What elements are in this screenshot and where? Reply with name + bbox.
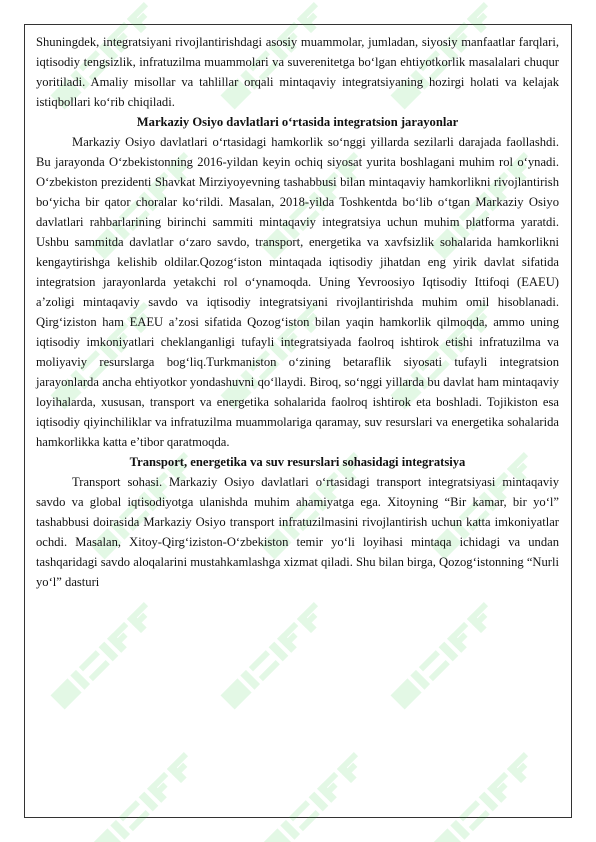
watermark-stroke (450, 820, 470, 840)
intro-paragraph: Shuningdek, integratsiyani rivojlantirishdagi asosiy muammolar, jumladan, siyosiy manfaatlar farqlari, iqtisodiy tengsizlik, infratuzilma muammolari va suverenitetga bo‘lgan ehtiyotkorlik masalalari chuqur yoritiladi. Amaliy misollar va tahlillar orqali mintaqaviy integratsiyaning hozirgi holati va kelajak istiqbollari ko‘rib chiqiladi. (36, 35, 559, 109)
section-heading-integration: Markaziy Osiyo davlatlari o‘rtasida integratsion jarayonlar (136, 115, 459, 129)
watermark-stroke (261, 828, 292, 842)
section-heading-transport: Transport, energetika va suv resurslari sohasidagi integratsiya (129, 455, 466, 469)
watermark-stroke (91, 828, 122, 842)
watermark-stroke (127, 2, 148, 23)
paragraph-integration: Markaziy Osiyo davlatlari o‘rtasidagi hamkorlik so‘nggi yillarda sezilarli darajada faollashdi. Bu jarayonda O‘zbekistonning 2016-yildan keyin ochiq siyosat yurita boshlagani muhim rol o‘ynadi. O‘zbekiston prezidenti Shavkat Mirziyoyevning tashabbusi bilan mintaqaviy hamkorlikni rivojlantirish bo‘yicha bir qator choralar ko‘rildi. Masalan, 2018-yilda Toshkentda bo‘lib o‘tgan Markaziy Osiyo davlatlari rahbarlarining birinchi sammiti mintaqaviy integratsiya uchun muhim platforma yaratdi. Ushbu sammitda davlatlar o‘zaro savdo, transport, energetika va xavfsizlik sohalarida hamkorlikni kengaytirishga kelishib oldilar.Qozog‘iston mintaqada iqtisodiy jihatdan eng yirik davlat sifatida integratsion jarayonlarda yetakchi rol o‘ynamoqda. Uning Yevroosiyo Iqtisodiy Ittifoqi (EAEU) a’zoligi mintaqaviy savdo va iqtisodiy integratsiyani rivojlantirishda muhim omil hisoblanadi. Qirg‘iziston ham EAEU a’zosi sifatida Qozog‘iston bilan yaqin hamkorlik qilmoqda, ammo uning iqtisodiy imkoniyatlari cheklanganligi tufayli integratsiyada faolroq ishtirok etishi infratuzilma va moliyaviy resurslarga bog‘liq.Turkmaniston o‘zining betaraflik siyosati tufayli integratsion jarayonlarda ancha ehtiyotkor yondashuvni qo‘llaydi. Biroq, so‘nggi yillarda bu davlat ham mintaqaviy loyihalarda, xususan, transport va energetika sohalarida faolroq ishtirok eta boshladi. Tojikiston esa iqtisodiy qiyinchiliklar va infratuzilma muammolariga qaramay, suv resurslari va energetika sohalarida hamkorlikka katta e’tibor qaratmoqda. (36, 135, 559, 449)
watermark-stroke (297, 2, 318, 23)
watermark-stroke (431, 828, 462, 842)
document-body (36, 32, 559, 592)
watermark-stroke (280, 820, 300, 840)
paragraph-transport: Transport sohasi. Markaziy Osiyo davlatlari o‘rtasidagi transport integratsiyasi mintaqaviy savdo va global iqtisodiyotga ulanishda muhim ahamiyatga ega. Xitoyning “Bir kamar, bir yo‘l” tashabbusi doirasida Markaziy Osiyo transport infratuzilmasini rivojlantirish uchun katta imkoniyatlar ochdi. Masalan, Xitoy-Qirg‘iziston-O‘zbekiston temir yo‘li loyihasi mintaqa ichidagi va undan tashqaridagi savdo aloqalarini mustahkamlashga xizmat qiladi. Shu bilan birga, Qozog‘istonning “Nurli yo‘l” dasturi (36, 475, 559, 589)
watermark-stroke (467, 2, 488, 23)
watermark-stroke (110, 820, 130, 840)
